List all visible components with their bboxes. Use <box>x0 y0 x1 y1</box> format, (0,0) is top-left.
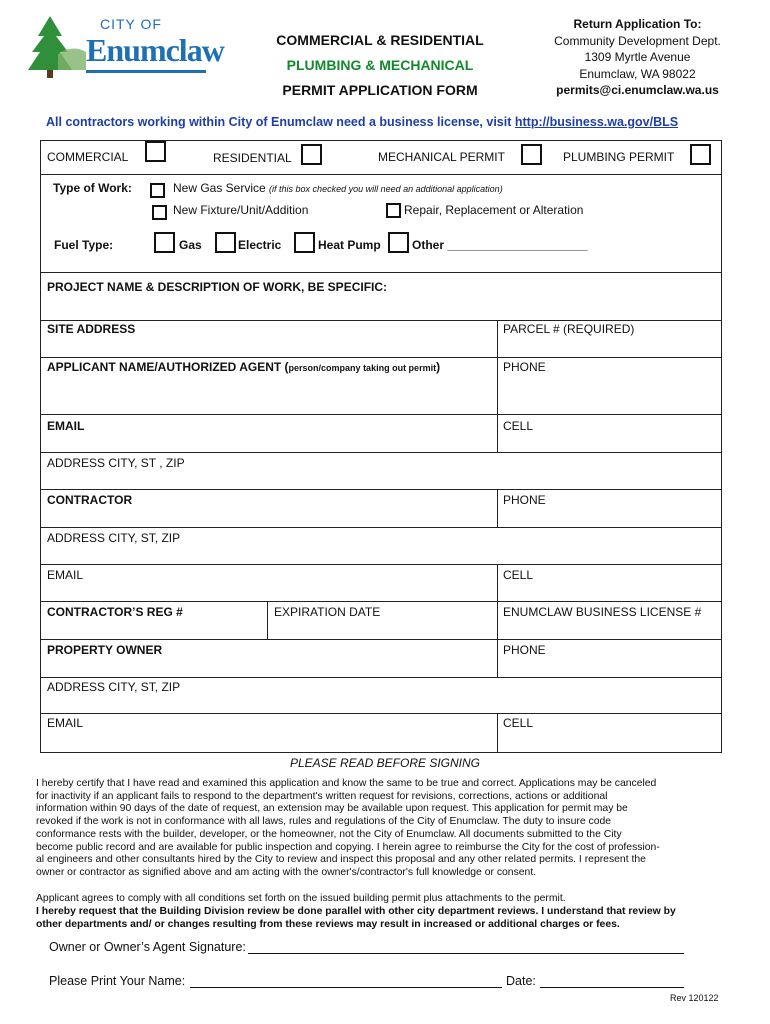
license-link[interactable]: http://business.wa.gov/BLS <box>514 115 679 129</box>
logo-city-of: CITY OF <box>100 16 162 32</box>
contractor-cell-label: CELL <box>503 568 534 582</box>
divider <box>40 639 722 640</box>
contractor-reg-label: CONTRACTOR’S REG # <box>47 605 183 619</box>
signature-label: Owner or Owner’s Agent Signature: <box>49 940 246 954</box>
form-frame <box>40 140 722 753</box>
plumbing-label: PLUMBING PERMIT <box>563 150 675 164</box>
divider <box>40 452 722 453</box>
applicant-address-label: ADDRESS CITY, ST , ZIP <box>47 456 185 470</box>
column-divider <box>497 564 498 639</box>
residential-label: RESIDENTIAL <box>213 151 292 165</box>
read-before-signing: PLEASE READ BEFORE SIGNING <box>289 756 481 770</box>
divider <box>40 601 722 602</box>
return-to <box>545 16 730 99</box>
contractor-phone-label: PHONE <box>503 493 546 507</box>
divider <box>40 527 722 528</box>
heat-pump-checkbox[interactable] <box>294 232 315 253</box>
divider <box>40 489 722 490</box>
contractor-address-label: ADDRESS CITY, ST, ZIP <box>47 531 181 545</box>
date-line[interactable] <box>540 987 684 988</box>
owner-phone-label: PHONE <box>503 643 546 657</box>
signature-line[interactable] <box>248 953 684 954</box>
logo-underline <box>86 70 206 73</box>
applicant-cell-label: CELL <box>503 419 534 433</box>
return-title: Return Application To: <box>573 17 702 31</box>
contractor-email-label: EMAIL <box>47 568 84 582</box>
parcel-label: PARCEL # (REQUIRED) <box>503 322 635 336</box>
divider <box>40 677 722 678</box>
column-divider <box>497 713 498 753</box>
mechanical-label: MECHANICAL PERMIT <box>378 150 505 164</box>
owner-address-label: ADDRESS CITY, ST, ZIP <box>47 680 181 694</box>
divider <box>40 272 722 273</box>
gas-label: Gas <box>179 238 202 252</box>
print-name-line[interactable] <box>190 987 502 988</box>
electric-label: Electric <box>238 238 282 252</box>
new-fixture-checkbox[interactable] <box>152 205 167 220</box>
gas-checkbox[interactable] <box>154 232 175 253</box>
return-dept: Community Development Dept. <box>554 33 721 48</box>
business-license-label: ENUMCLAW BUSINESS LICENSE # <box>503 605 702 619</box>
divider <box>40 174 722 175</box>
column-divider <box>497 414 498 452</box>
divider <box>40 713 722 714</box>
evergreen-tree-icon <box>28 14 88 80</box>
column-divider <box>497 489 498 527</box>
new-fixture-label: New Fixture/Unit/Addition <box>173 203 309 217</box>
applicant-email-label: EMAIL <box>47 419 85 433</box>
return-address: 1309 Myrtle Avenue <box>584 50 691 64</box>
divider <box>40 414 722 415</box>
print-name-label: Please Print Your Name: <box>49 974 186 988</box>
return-city: Enumclaw, WA 98022 <box>579 66 696 81</box>
electric-checkbox[interactable] <box>215 232 236 253</box>
project-label: PROJECT NAME & DESCRIPTION OF WORK, BE SPECIFIC: <box>47 280 388 294</box>
owner-cell-label: CELL <box>503 716 534 730</box>
plumbing-checkbox[interactable] <box>690 144 711 165</box>
owner-email-label: EMAIL <box>47 716 84 730</box>
title-line-3: PERMIT APPLICATION FORM <box>282 82 478 98</box>
license-notice <box>46 115 678 129</box>
city-logo <box>28 14 224 80</box>
residential-checkbox[interactable] <box>301 144 322 165</box>
other-label: Other _____________________ <box>412 238 588 252</box>
other-checkbox[interactable] <box>388 232 409 253</box>
title-line-2: PLUMBING & MECHANICAL <box>286 57 474 73</box>
type-of-work-label: Type of Work: <box>53 181 132 195</box>
license-notice-text: All contractors working within City of Enumclaw need a business license, visit <box>46 115 515 129</box>
new-gas-label: New Gas Service (if this box checked you will need an additional application) <box>173 181 503 195</box>
divider <box>40 320 722 321</box>
parallel-review-text: I hereby request that the Building Division review be done parallel with other city department reviews. I understand that review by other departments and/ or changes resulting from these reviews may result in increased or additional charges or fees. <box>36 906 676 930</box>
logo-enumclaw: Enumclaw <box>86 32 224 68</box>
divider <box>40 357 722 358</box>
return-email: permits@ci.enumclaw.wa.us <box>556 83 719 97</box>
agree-text: Applicant agrees to comply with all conditions set forth on the issued building permit plus attachments to the permit. <box>36 893 566 904</box>
column-divider <box>497 639 498 677</box>
repair-label: Repair, Replacement or Alteration <box>404 203 584 217</box>
divider <box>40 564 722 565</box>
mechanical-checkbox[interactable] <box>521 144 542 165</box>
commercial-label: COMMERCIAL <box>47 150 129 164</box>
column-divider <box>267 601 268 639</box>
contractor-label: CONTRACTOR <box>47 493 133 507</box>
applicant-phone-label: PHONE <box>503 360 546 374</box>
fuel-type-label: Fuel Type: <box>54 238 114 252</box>
applicant-label: APPLICANT NAME/AUTHORIZED AGENT (person/company taking out permit) <box>47 360 441 374</box>
repair-checkbox[interactable] <box>386 203 401 218</box>
new-gas-checkbox[interactable] <box>150 183 165 198</box>
heat-pump-label: Heat Pump <box>318 238 381 252</box>
date-label: Date: <box>506 974 536 988</box>
revision-label: Rev 120122 <box>670 993 719 1003</box>
column-divider <box>497 320 498 414</box>
commercial-checkbox[interactable] <box>145 141 166 162</box>
expiration-date-label: EXPIRATION DATE <box>274 605 381 619</box>
site-address-label: SITE ADDRESS <box>47 322 136 336</box>
property-owner-label: PROPERTY OWNER <box>47 643 163 657</box>
certification-text: I hereby certify that I have read and examined this application and know the same to be true and correct. Applications may be canceled for inactivity if an applicant fails to respond to the department's written request for revisions, corrections, actions or additional information within 90 days of the date of request, an extension may be available upon request. This application for permit may be revoked if the work is not in conformance with all laws, rules and regulations of the City of Enumclaw. The duty to insure code conformance rests with the builder, developer, or the homeowner, not the City of Enumclaw. All documents submitted to the City become public record and are available for public inspection and copying. I herein agree to reimburse the City for the cost of profession- al engineers and other consultants hired by the City to review and inspect this proposal and any other related permits. I represent the owner or contractor as signified above and am acting with the owner's/contractor's full knowledge or consent. <box>36 778 660 878</box>
title-line-1: COMMERCIAL & RESIDENTIAL <box>276 32 484 48</box>
